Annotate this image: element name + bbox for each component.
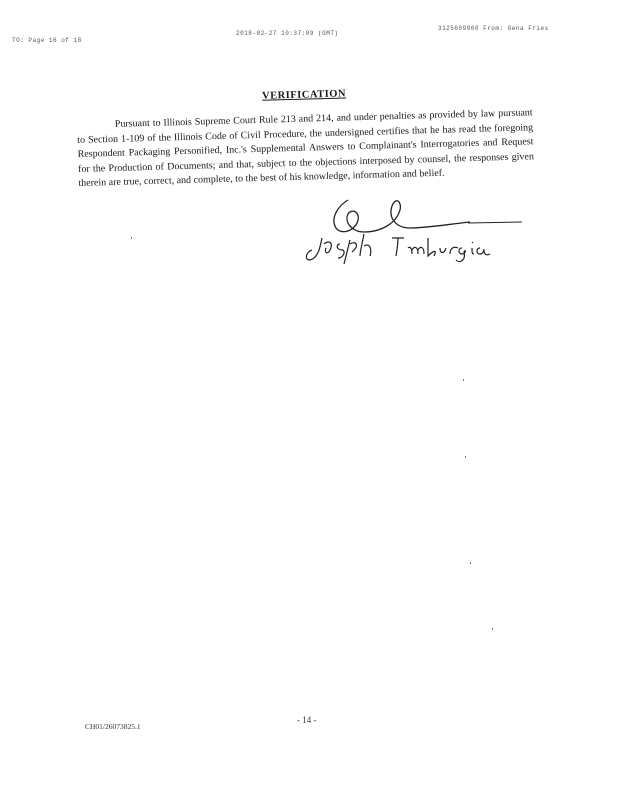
document-id: CH01/26073825.1: [85, 722, 141, 731]
verification-body: Pursuant to Illinois Supreme Court Rule 213 and 214, and under penalties as provided by law pursuant to Section 1-109 of the Illinois Code of Civil Procedure, the undersigned certifies that he has read the foregoing Respondent Packaging Personified, Inc.'s Supplemental Answers to Complainant's Interrogatories and Request for the Production of Documents; and that, subject to the objections interposed by counsel, the responses given therein are true, correct, and complete, to the best of his knowledge, information and belief.: [77, 107, 535, 189]
fax-header-timestamp: 2018-02-27 10:37:09 (GMT): [236, 30, 339, 37]
signature-image: [300, 188, 530, 268]
signature: [300, 188, 530, 268]
scan-speck: [465, 456, 466, 458]
scan-speck: [470, 562, 471, 564]
scan-speck: [131, 237, 132, 239]
page-number: - 14 -: [297, 715, 317, 725]
fax-header-sender: 3125609000 From: Gena Fries: [438, 25, 549, 32]
verification-title: VERIFICATION: [261, 88, 347, 102]
fax-header-left: TO: Page 16 of 18: [12, 37, 82, 44]
scan-speck: [463, 379, 464, 381]
scan-speck: [492, 628, 493, 630]
verification-section: [76, 83, 534, 191]
